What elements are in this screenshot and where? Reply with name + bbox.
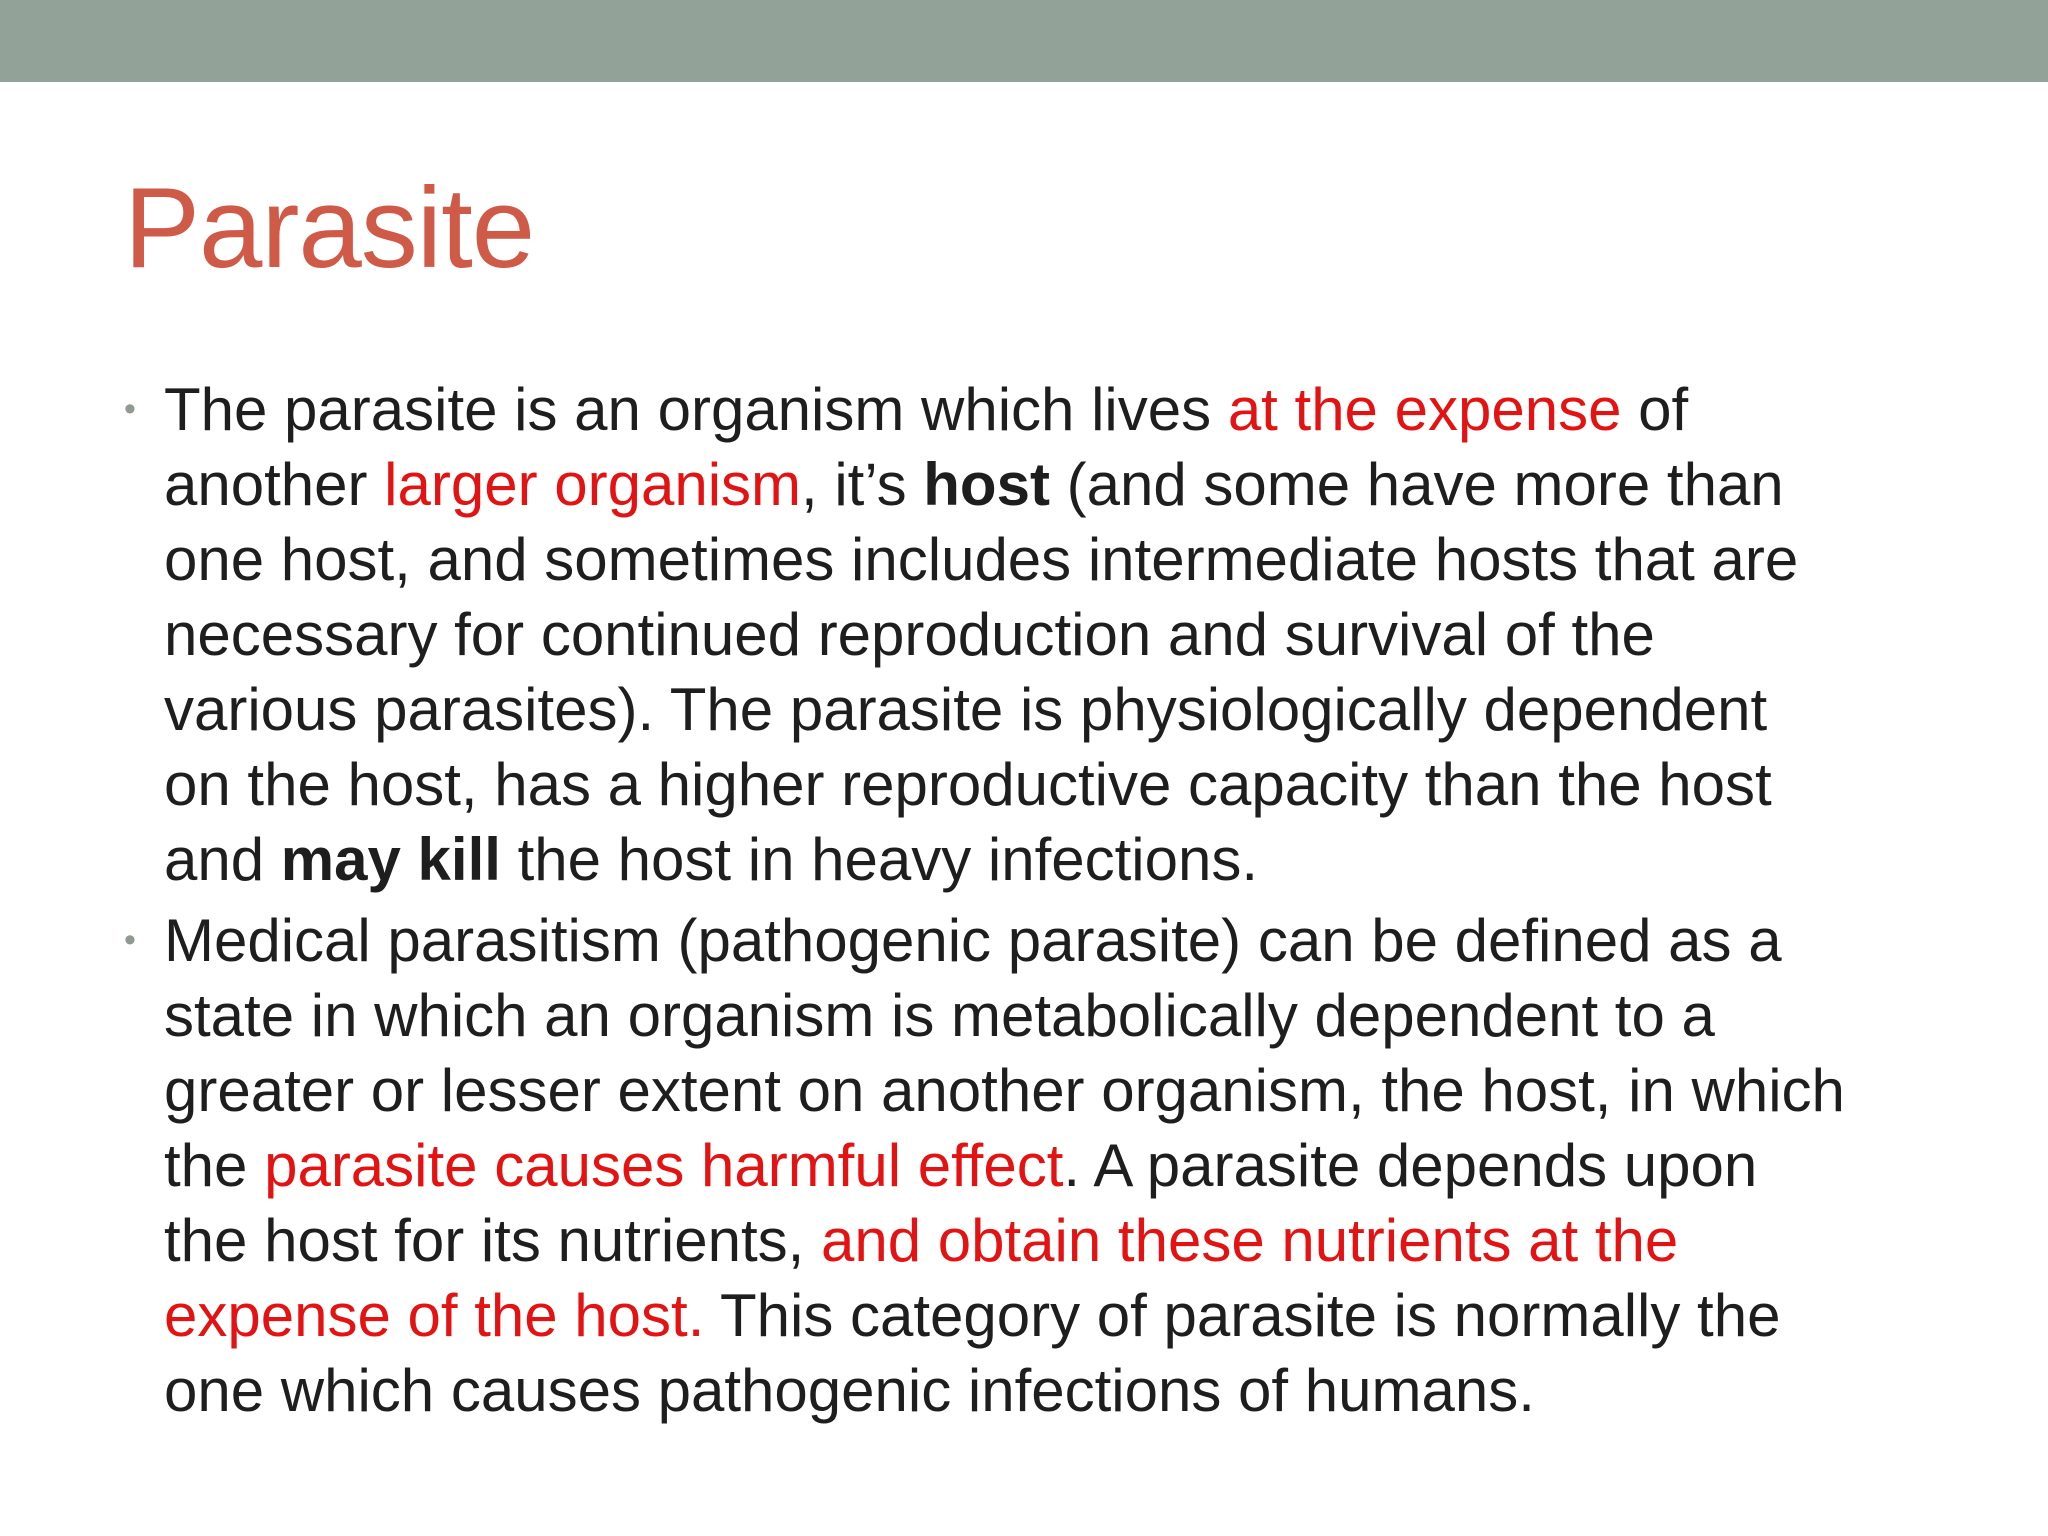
- highlighted-text: and obtain these nutrients at the: [820, 1207, 1679, 1274]
- bullet-text-line: [164, 1128, 1944, 1203]
- body-text: the host for its nutrients,: [164, 1207, 821, 1274]
- bullet-text-line: [164, 372, 1944, 447]
- bullet-text-line: [164, 1353, 1944, 1428]
- body-text: , it’s: [801, 451, 924, 518]
- bullet-dot-icon: •: [124, 921, 136, 959]
- bullet-text-line: [164, 447, 1944, 522]
- body-text: the host in heavy infections.: [500, 826, 1259, 893]
- highlighted-text: larger organism: [384, 451, 802, 518]
- bold-text: host: [923, 451, 1050, 518]
- bullet-text-line: [164, 597, 1944, 672]
- body-text: of: [1621, 376, 1689, 443]
- body-text: one host, and sometimes includes intermediate hosts that are: [164, 526, 1799, 593]
- bullet-text-line: [164, 978, 1944, 1053]
- bullet-item: [124, 903, 1944, 1428]
- body-text: (and some have more than: [1049, 451, 1784, 518]
- body-text: the: [164, 1132, 265, 1199]
- bullet-text-line: [164, 747, 1944, 822]
- body-text: on the host, has a higher reproductive capacity than the host: [164, 751, 1772, 818]
- body-text: and: [164, 826, 281, 893]
- bullet-dot-icon: •: [124, 390, 136, 428]
- bullet-text-line: [164, 672, 1944, 747]
- body-text: greater or lesser extent on another organism, the host, in which: [164, 1057, 1845, 1124]
- body-text: one which causes pathogenic infections of humans.: [164, 1357, 1535, 1424]
- highlighted-text: at the expense: [1227, 376, 1622, 443]
- body-text: The parasite is an organism which lives: [164, 376, 1228, 443]
- bullet-text-line: [164, 1278, 1944, 1353]
- body-text: Medical parasitism (pathogenic parasite) can be defined as a: [164, 907, 1782, 974]
- body-text: another: [164, 451, 385, 518]
- slide-title: Parasite: [124, 165, 535, 292]
- highlighted-text: parasite causes harmful effect: [264, 1132, 1064, 1199]
- body-text: . A parasite depends upon: [1063, 1132, 1758, 1199]
- bullet-text-line: [164, 1053, 1944, 1128]
- bullet-text-line: [164, 1203, 1944, 1278]
- bullet-list: [124, 372, 1944, 1434]
- top-accent-bar: [0, 0, 2048, 82]
- bullet-text-line: [164, 522, 1944, 597]
- body-text: necessary for continued reproduction and survival of the: [164, 601, 1655, 668]
- bullet-text-line: [164, 822, 1944, 897]
- bullet-item: [124, 372, 1944, 897]
- bold-text: may kill: [280, 826, 501, 893]
- bullet-text-line: [164, 903, 1944, 978]
- highlighted-text: expense of the host.: [164, 1282, 705, 1349]
- body-text: This category of parasite is normally the: [704, 1282, 1781, 1349]
- body-text: state in which an organism is metabolically dependent to a: [164, 982, 1715, 1049]
- body-text: various parasites). The parasite is physiologically dependent: [164, 676, 1768, 743]
